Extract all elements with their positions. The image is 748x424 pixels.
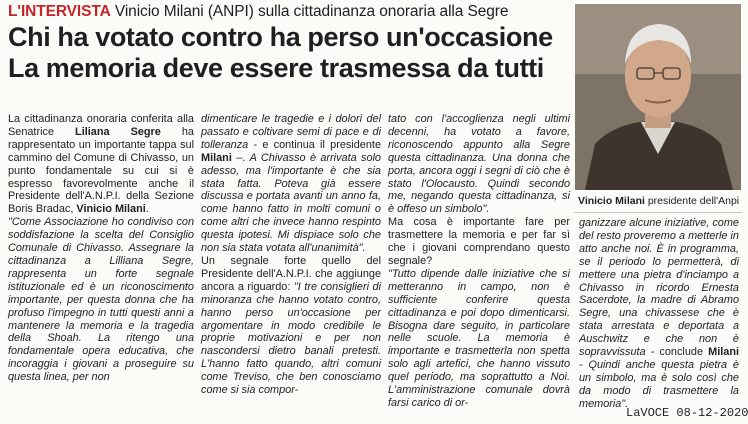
portrait-illustration [575,4,741,190]
quote-run: ganizzare alcune iniziative, come del resto proveremo a metterle in atto anche noi. È in programma, se il periodo lo permetterà, di mettere una pietra d'inciampo a Chivasso in ricordo Ernesta Sacerdote, la madre di Abramo Segre, una chivassese che è stata arrestata e deportata a Auschwitz e che non è sopravvissuta - [579,217,739,359]
question-paragraph: Ma cosa è importante fare per trasmettere la memoria e per far sì che i giovani comprendano questo segnale? [388,216,570,267]
quote-paragraph: tato con l'accoglienza negli ultimi decenni, ha votato a favore, riconoscendo appunto alla Segre questa cittadinanza. Una donna che porta, ancora oggi i segni di ciò che è stato l'Olocausto. Quindi secondo me, negando questa cittadinanza, si è offeso un simbolo". [388,113,570,216]
quote-run: "I tre consiglieri di minoranza che hanno votato contro, hanno perso un'occasione per argomentare in modo credibile le proprie motivazioni e per non nascondersi dietro banali pretesti. L'hanno fatto quando, altri comuni come Treviso, che ben conosciamo come si sia compor- [201,280,381,397]
text-run: La cittadinanza onoraria conferita alla Senatrice [8,113,194,138]
text-run: conclude [654,346,709,359]
section-label: L'INTERVISTA [8,3,111,20]
name-bold: Milani [201,151,232,164]
headline-line-2: La memoria deve essere trasmessa da tutti [8,53,544,83]
text-run: –. [231,151,250,164]
text-run: Un segnale forte quello del Presidente dell'A.N.P.I. che aggiunge ancora a riguardo: [201,254,381,293]
article-column-1 [8,113,194,384]
article-column-3 [388,113,570,410]
caption-name: Vinicio Milani [578,195,645,207]
portrait-photo [575,4,741,190]
name-bold: Liliana Segre [75,125,161,138]
name-bold: Vinicio Milani [76,203,146,216]
quote-run: - Quindi anche questa pietra è un simbolo, ma è solo così che da modo di trasmettere la memoria". [579,358,739,410]
paragraph [201,255,381,397]
quote-run: dimenticare le tragedie e i dolori del passato e coltivare semi di pace e di tolleranza [201,113,381,151]
article-column-2 [201,113,381,397]
paragraph [8,113,194,216]
article-column-4 [579,217,739,411]
headline-line-1: Chi ha votato contro ha perso un'occasione [8,22,553,52]
text-run: - e continua il presidente [248,138,381,151]
kicker-text: Vinicio Milani (ANPI) sulla cittadinanza onoraria alla Segre [110,3,509,20]
name-bold: Milani [708,346,739,359]
article-headline [8,22,568,84]
text-run: . [145,203,149,216]
text-run: ha rappresentato un importante tappa sul cammino del Comune di Chivasso, un punto fondamentale su cui si è espresso favorevolmente anche il Presidente dell'A.N.P.I. della Sezione Boris Bradac, [8,125,194,216]
caption-divider [574,212,742,213]
paragraph [579,217,739,411]
quote-run: A Chivasso è arrivata solo adesso, ma l'importante è che sia stata fatta. Poteva già essere discussa e portata avanti un anno fa, come hanno fatto in molti comuni o come altri che invece hanno respinto questa ipotesi. Mi dispiace solo che non sia stata votata all'unanimità". [201,151,381,255]
photo-caption [578,195,739,207]
caption-role: presidente dell'Anpi [644,195,740,207]
paragraph [201,113,381,255]
article-kicker [8,3,508,21]
quote-paragraph: "Come Associazione ho condiviso con soddisfazione la scelta del Consiglio Comunale di Chivasso. Assegnare la cittadinanza a Lilliana Segre, rappresenta un forte segnale istituzionale ed è un riconoscimento importante, per questa donna che ha profuso l'impegno in tutti questi anni a mantenere la memoria e la tragedia della Shoah. La ritengo una fondamentale opera educativa, che incoraggia i giovani a proseguire su questa linea, per non [8,216,194,384]
quote-paragraph: "Tutto dipende dalle iniziative che si metteranno in campo, non è sufficiente conferire questa cittadinanza e poi dopo dimenticarsi. Bisogna dare seguito, in particolare nelle scuole. La memoria è importante e trasmetterla non spetta solo agli artefici, che hanno vissuto quel periodo, ma soprattutto a Noi. L'amministrazione comunale dovrà farsi carico di or- [388,267,570,409]
source-stamp: LaVOCE 08-12-2020 [626,406,748,420]
